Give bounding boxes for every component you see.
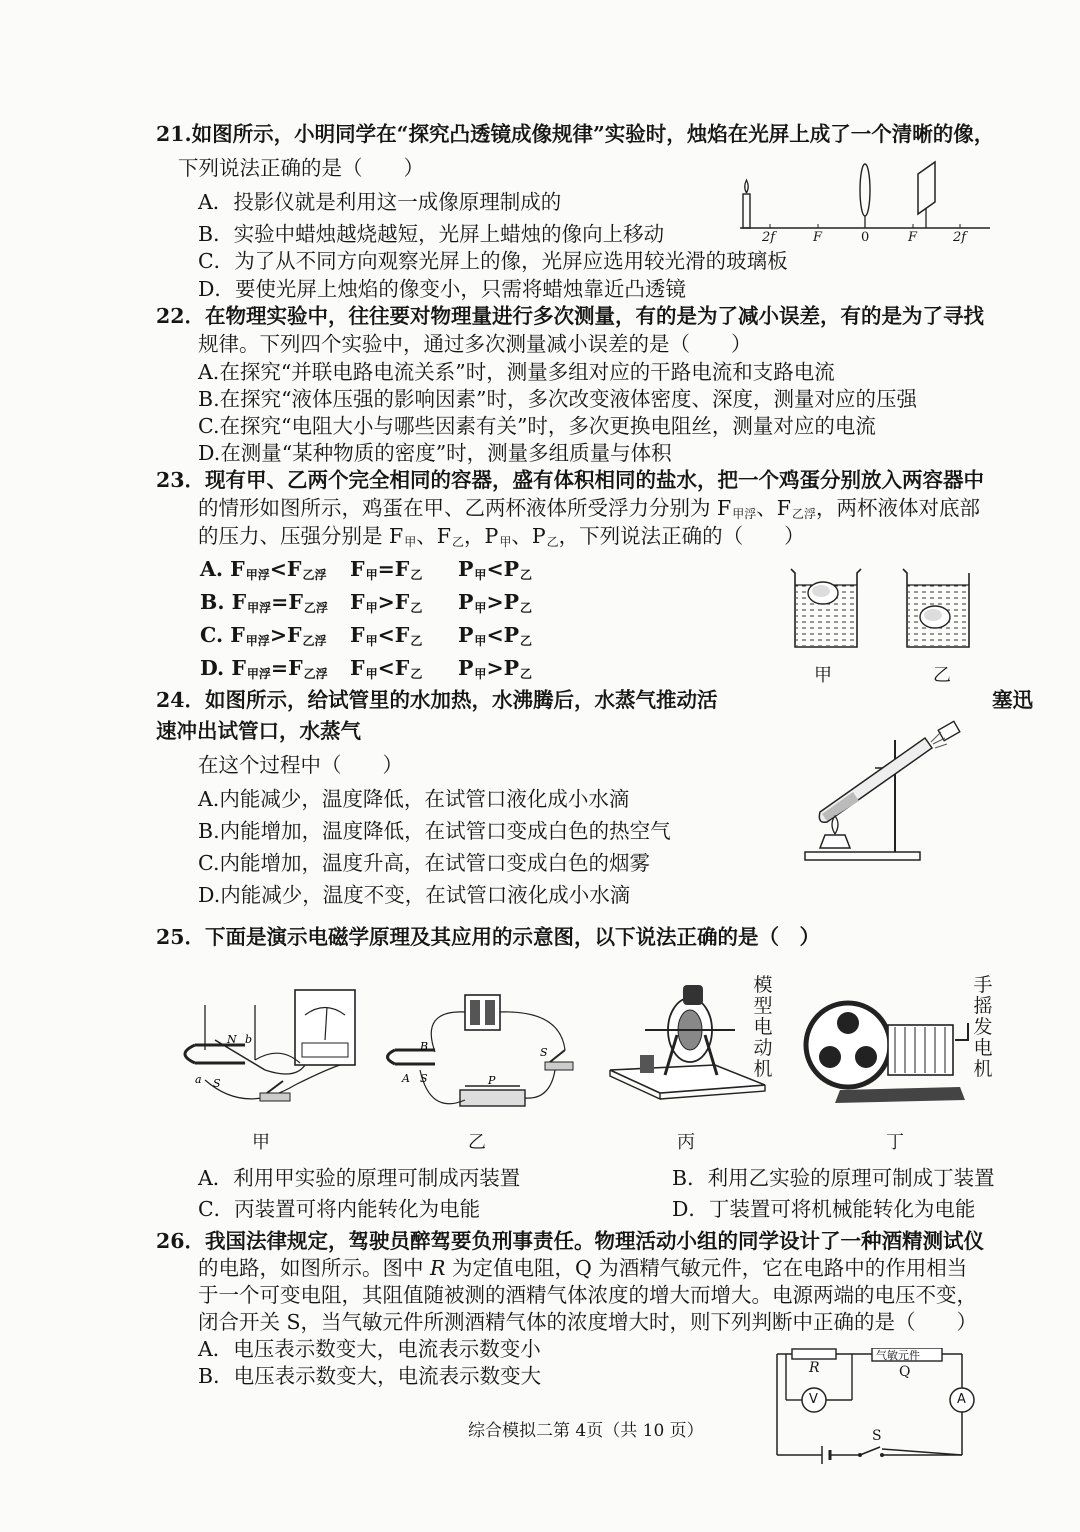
q22-stem-line1: 22．在物理实验中，往往要对物理量进行多次测量，有的是为了减小误差，有的是为了寻找	[156, 304, 985, 328]
q24-stem-line1-tail: 塞迅	[992, 688, 1033, 712]
q26-voltmeter-icon: V	[809, 1392, 818, 1407]
q21-stem-line1: 21.如图所示，小明同学在“探究凸透镜成像规律”实验时，烛焰在光屏上成了一个清晰的像，	[156, 122, 995, 146]
q23-option-c: C. $F_{甲浮}>F_{乙浮}$ $F_甲<F_乙$ $P_甲<P_乙$	[200, 623, 533, 648]
q21-tick-f-right: F	[908, 230, 918, 245]
q23-option-a: A. $F_{甲浮}<F_{乙浮}$ $F_甲=F_乙$ $P_甲<P_乙$	[200, 557, 533, 582]
q26-option-b: B．电压表示数变大，电流表示数变大	[198, 1364, 542, 1388]
q25-label-motor: 模型电动机	[753, 974, 773, 1080]
q24-option-a: A.内能减少，温度降低，在试管口液化成小水滴	[198, 787, 630, 811]
q21-option-b: B．实验中蜡烛越烧越短，光屏上蜡烛的像向上移动	[198, 222, 665, 246]
q25-option-a: A．利用甲实验的原理可制成丙装置	[198, 1166, 521, 1190]
q24-option-b: B.内能增加，温度降低，在试管口变成白色的热空气	[198, 819, 671, 843]
q25-figure-bing	[605, 975, 770, 1115]
q26-stem-line3: 于一个可变电阻，其阻值随被测的酒精气体浓度的增大而增大。电源两端的电压不变，	[198, 1283, 977, 1307]
q26-option-a: A．电压表示数变大，电流表示数变小	[198, 1337, 541, 1361]
q24-test-tube-figure	[795, 720, 975, 865]
q21-tick-2f-right: 2f	[953, 230, 967, 245]
q26-label-r: R	[809, 1360, 820, 1376]
q24-option-d: D.内能减少，温度不变，在试管口液化成小水滴	[198, 883, 631, 907]
q21-lens-figure	[735, 160, 995, 250]
svg-text:S: S	[420, 1072, 428, 1085]
q21-option-a: A．投影仪就是利用这一成像原理制成的	[198, 190, 562, 214]
q21-stem-line2: 下列说法正确的是（ ）	[178, 156, 424, 180]
q26-label-s: S	[872, 1428, 882, 1444]
q23-stem-line2: 的情形如图所示，鸡蛋在甲、乙两杯液体所受浮力分别为 $F_{甲浮}$、$F_{乙浮}$，两杯液体对底部	[198, 496, 981, 521]
q23-stem-line3: 的压力、压强分别是 $F_甲$、$F_乙$，$P_甲$、$P_乙$，下列说法正确的（ ）	[198, 524, 805, 549]
q25-caption-jia: 甲	[252, 1132, 270, 1153]
q23-option-d: D. $F_{甲浮}=F_{乙浮}$ $F_甲<F_乙$ $P_甲>P_乙$	[200, 656, 533, 681]
q23-stem-line1: 23．现有甲、乙两个完全相同的容器，盛有体积相同的盐水，把一个鸡蛋分别放入两容器中	[156, 468, 985, 492]
svg-text:B: B	[420, 1040, 429, 1053]
q23-caption-jia: 甲	[814, 665, 832, 686]
q25-stem: 25．下面是演示电磁学原理及其应用的示意图，以下说法正确的是（ ）	[156, 925, 821, 949]
q23-option-b: B. $F_{甲浮}=F_{乙浮}$ $F_甲>F_乙$ $P_甲>P_乙$	[200, 590, 533, 615]
q21-option-c: C．为了从不同方向观察光屏上的像，光屏应选用较光滑的玻璃板	[198, 249, 788, 273]
q26-stem-line2: 的电路，如图所示。图中 R 为定值电阻，Q 为酒精气敏元件，它在电路中的作用相当	[198, 1256, 968, 1280]
q24-stem-line3: 在这个过程中（ ）	[198, 753, 403, 777]
q25-figure-ding	[800, 995, 975, 1115]
svg-text:b: b	[245, 1033, 253, 1046]
page-footer: 综合模拟二第 4页（共 10 页）	[468, 1421, 704, 1441]
q25-label-generator: 手摇发电机	[973, 974, 993, 1080]
q22-option-a: A.在探究“并联电路电流关系”时，测量多组对应的干路电流和支路电流	[198, 360, 835, 384]
q26-stem-line1: 26．我国法律规定，驾驶员醉驾要负刑事责任。物理活动小组的同学设计了一种酒精测试仪	[156, 1229, 985, 1253]
q21-option-d: D．要使光屏上烛焰的像变小，只需将蜡烛靠近凸透镜	[198, 277, 686, 301]
q25-figure-jia	[165, 985, 365, 1110]
q24-option-c: C.内能增加，温度升高，在试管口变成白色的烟雾	[198, 851, 650, 875]
q22-option-b: B.在探究“液体压强的影响因素”时，多次改变液体密度、深度，测量对应的压强	[198, 387, 918, 411]
q25-caption-bing: 丙	[677, 1132, 695, 1153]
q21-tick-2f-left: 2f	[762, 230, 776, 245]
q26-stem-line4: 闭合开关 S，当气敏元件所测酒精气体的浓度增大时，则下列判断中正确的是（ ）	[198, 1310, 978, 1334]
q22-option-c: C.在探究“电阻大小与哪些因素有关”时，多次更换电阻丝，测量对应的电流	[198, 414, 876, 438]
q26-ammeter-icon: A	[957, 1392, 966, 1407]
q26-label-q: Q	[899, 1364, 911, 1380]
svg-text:N: N	[227, 1033, 237, 1046]
q25-option-c: C．丙装置可将内能转化为电能	[198, 1197, 481, 1221]
q24-stem-line1: 24．如图所示，给试管里的水加热，水沸腾后，水蒸气推动活	[156, 688, 718, 712]
q23-caption-yi: 乙	[933, 665, 951, 686]
q24-stem-line2: 速冲出试管口，水蒸气	[156, 719, 361, 743]
q23-beakers-figure	[785, 565, 970, 660]
q21-tick-f-left: F	[813, 230, 823, 245]
svg-text:S: S	[213, 1077, 221, 1090]
q22-stem-line2: 规律。下列四个实验中，通过多次测量减小误差的是（ ）	[198, 332, 752, 356]
q26-label-sensor: 气敏元件	[876, 1349, 920, 1362]
q21-tick-zero: 0	[861, 230, 870, 245]
q22-option-d: D.在测量“某种物质的密度”时，测量多组质量与体积	[198, 441, 672, 465]
q25-figure-yi	[380, 990, 580, 1115]
q25-option-d: D．丁装置可将机械能转化为电能	[672, 1197, 976, 1221]
q26-circuit-figure	[772, 1348, 977, 1468]
svg-text:S: S	[540, 1046, 548, 1059]
q25-option-b: B．利用乙实验的原理可制成丁装置	[672, 1166, 995, 1190]
q25-caption-ding: 丁	[886, 1132, 904, 1153]
svg-text:A: A	[402, 1072, 410, 1085]
svg-text:a: a	[195, 1073, 202, 1086]
q25-caption-yi: 乙	[468, 1132, 486, 1153]
svg-text:P: P	[488, 1074, 496, 1087]
